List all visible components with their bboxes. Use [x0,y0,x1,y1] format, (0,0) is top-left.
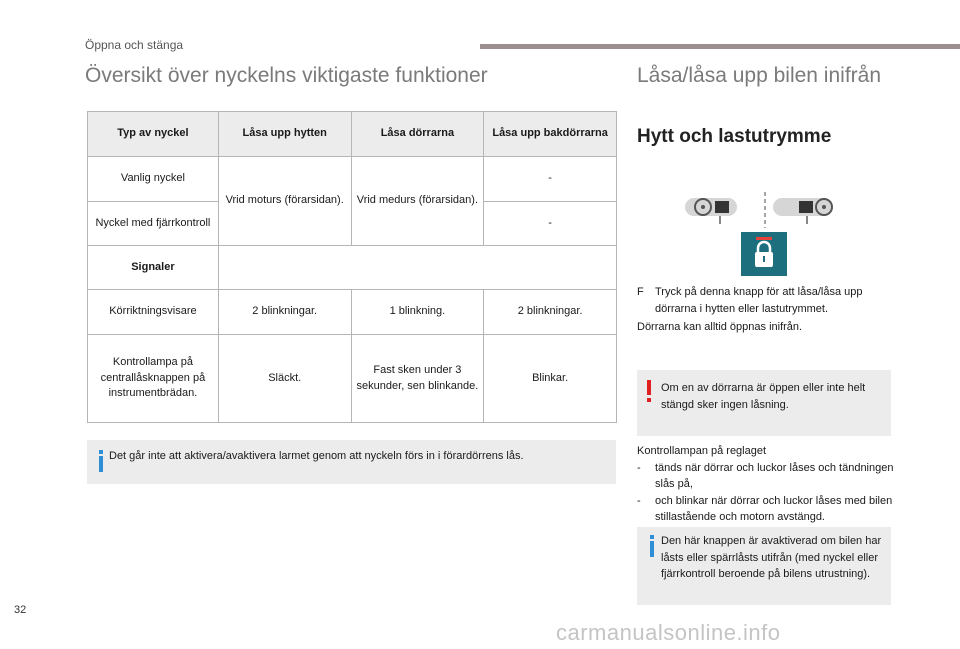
warning-icon [647,380,651,402]
watermark: carmanualsonline.info [556,620,781,645]
info-icon [96,450,106,472]
table-cell: Kontrollampa på centrallåsknappen på instrumentbrädan. [88,335,219,423]
central-locking-button-illustration [683,188,843,278]
table-header-cell: Låsa upp hytten [218,112,351,157]
table-row [88,157,617,202]
list-item-text: tänds när dörrar och luckor låses och tändningen slås på, [655,461,894,490]
section-label: Öppna och stänga [85,38,184,52]
table-cell: 1 blinkning. [351,290,484,335]
info-note-right-text: Den här knappen är avaktiverad om bilen har låsts eller spärrlåsts utifrån (med nyckel eller fjärrkontroll beroende på bilens utrustning). [661,535,882,580]
info-note [87,440,616,484]
lamp-intro: Kontrollampan på reglaget [637,445,767,457]
indicator-lamp-description [637,443,897,526]
table-cell: 2 blinkningar. [484,290,617,335]
page-title-right: Låsa/låsa upp bilen inifrån [637,64,882,87]
table-cell: Fast sken under 3 sekunder, sen blinkande. [351,335,484,423]
info-note-text: Det går inte att aktivera/avaktivera larmet genom att nyckeln förs in i förardörrens lås. [109,450,524,462]
table-cell: - [484,157,617,202]
table-header-cell: Typ av nyckel [88,112,219,157]
info-note-right [637,527,891,605]
list-item: - tänds när dörrar och luckor låses och tändningen slås på, [637,461,894,490]
header-bar [480,44,960,49]
instruction-bullet [637,284,892,317]
table-cell: Vanlig nyckel [88,157,219,202]
bullet-symbol: F [637,286,644,298]
info-icon [647,535,657,557]
list-item-text: och blinkar när dörrar och luckor låses med bilen stillastående och motorn avstängd. [655,494,893,523]
page-number: 32 [14,604,27,616]
table-header-row [88,112,617,157]
table-cell: Vrid medurs (förarsidan). [351,157,484,246]
table-cell: Signaler [88,246,219,290]
page-title-left: Översikt över nyckelns viktigaste funktioner [85,64,488,87]
table-cell [218,246,616,290]
instruction-text: Tryck på denna knapp för att låsa/låsa upp dörrarna i hytten eller lastutrymmet. [655,286,863,315]
table-row [88,335,617,423]
table-cell: Släckt. [218,335,351,423]
key-functions-table [87,111,617,423]
warning-text: Om en av dörrarna är öppen eller inte helt stängd sker ingen låsning. [661,382,866,411]
warning-note [637,370,891,436]
doors-note: Dörrarna kan alltid öppnas inifrån. [637,321,803,333]
table-cell: Nyckel med fjärrkontroll [88,202,219,246]
table-cell: Körriktningsvisare [88,290,219,335]
section-subheading: Hytt och lastutrymme [637,126,832,147]
table-header-cell: Låsa upp bakdörrarna [484,112,617,157]
table-header-cell: Låsa dörrarna [351,112,484,157]
list-item: - och blinkar när dörrar och luckor låses med bilen stillastående och motorn avstängd. [637,494,893,523]
table-cell: 2 blinkningar. [218,290,351,335]
table-cell: Vrid moturs (förarsidan). [218,157,351,246]
table-row [88,290,617,335]
table-row [88,246,617,290]
table-cell: - [484,202,617,246]
table-cell: Blinkar. [484,335,617,423]
